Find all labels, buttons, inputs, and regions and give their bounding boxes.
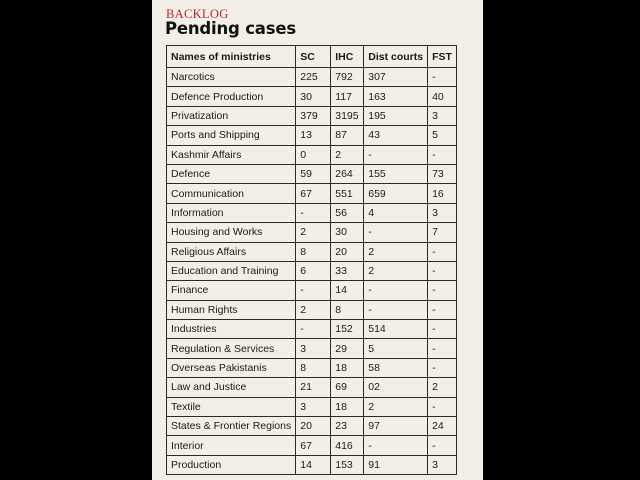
cell-ministry: Communication [167,184,296,203]
cell-ihc: 87 [331,126,364,145]
cell-fst: - [428,261,457,280]
cell-sc: 20 [296,417,331,436]
cell-ministry: Production [167,455,296,474]
cell-dist-courts: - [364,145,428,164]
cell-ministry: Regulation & Services [167,339,296,358]
table-row [167,164,457,183]
cell-sc: 13 [296,126,331,145]
table-row [167,106,457,125]
cell-ministry: Information [167,203,296,222]
cell-fst: 73 [428,164,457,183]
cell-dist-courts: - [364,300,428,319]
cell-ministry: Human Rights [167,300,296,319]
cell-ministry: Education and Training [167,261,296,280]
cell-sc: 2 [296,223,331,242]
cell-sc: 225 [296,68,331,87]
cell-ministry: Industries [167,320,296,339]
table-row [167,455,457,474]
header-dist-courts: Dist courts [364,46,428,68]
cell-ihc: 18 [331,358,364,377]
cell-sc: 3 [296,397,331,416]
cell-dist-courts: 97 [364,417,428,436]
cell-sc: 6 [296,261,331,280]
cell-ihc: 264 [331,164,364,183]
cell-ministry: Law and Justice [167,378,296,397]
cell-sc: 8 [296,242,331,261]
table-row [167,203,457,222]
cell-fst: 3 [428,106,457,125]
cell-ihc: 2 [331,145,364,164]
table-row [167,242,457,261]
cell-ihc: 551 [331,184,364,203]
table-row [167,281,457,300]
cell-dist-courts: 02 [364,378,428,397]
table-row [167,87,457,106]
cell-sc: 2 [296,300,331,319]
cell-sc: - [296,203,331,222]
table-row [167,300,457,319]
cell-ministry: Kashmir Affairs [167,145,296,164]
cell-sc: 14 [296,455,331,474]
cell-sc: - [296,281,331,300]
page-title: Pending cases [165,19,296,38]
cell-ministry: Religious Affairs [167,242,296,261]
cell-dist-courts: 195 [364,106,428,125]
cell-ihc: 69 [331,378,364,397]
table-row [167,184,457,203]
cell-ihc: 792 [331,68,364,87]
cell-ihc: 23 [331,417,364,436]
cell-dist-courts: 43 [364,126,428,145]
cell-dist-courts: 2 [364,261,428,280]
cell-dist-courts: 5 [364,339,428,358]
cell-fst: 40 [428,87,457,106]
cell-ministry: Finance [167,281,296,300]
cell-sc: 67 [296,436,331,455]
cell-sc: 3 [296,339,331,358]
pending-cases-table [166,45,457,475]
table-row [167,126,457,145]
cell-fst: - [428,242,457,261]
cell-ihc: 29 [331,339,364,358]
cell-dist-courts: 514 [364,320,428,339]
cell-ihc: 153 [331,455,364,474]
cell-fst: 5 [428,126,457,145]
cell-dist-courts: 659 [364,184,428,203]
cell-dist-courts: - [364,281,428,300]
table-row [167,358,457,377]
header-fst: FST [428,46,457,68]
cell-ministry: Narcotics [167,68,296,87]
table-row [167,378,457,397]
table-row [167,339,457,358]
cell-fst: - [428,320,457,339]
cell-ihc: 33 [331,261,364,280]
cell-fst: 16 [428,184,457,203]
cell-fst: - [428,358,457,377]
cell-dist-courts: 4 [364,203,428,222]
table-row [167,397,457,416]
cell-ministry: Interior [167,436,296,455]
header-sc: SC [296,46,331,68]
table-body [167,68,457,475]
table-row [167,417,457,436]
cell-ihc: 152 [331,320,364,339]
table-header-row [167,46,457,68]
cell-sc: 0 [296,145,331,164]
cell-ihc: 56 [331,203,364,222]
cell-fst: - [428,300,457,319]
cell-dist-courts: 307 [364,68,428,87]
cell-fst: - [428,281,457,300]
cell-ihc: 416 [331,436,364,455]
cell-ihc: 20 [331,242,364,261]
cell-sc: 67 [296,184,331,203]
cell-sc: 30 [296,87,331,106]
cell-ihc: 3195 [331,106,364,125]
cell-ministry: Overseas Pakistanis [167,358,296,377]
cell-sc: 59 [296,164,331,183]
cell-sc: 21 [296,378,331,397]
cell-ministry: Defence Production [167,87,296,106]
cell-ministry: Textile [167,397,296,416]
cell-dist-courts: - [364,223,428,242]
cell-fst: 7 [428,223,457,242]
cell-sc: - [296,320,331,339]
cell-sc: 379 [296,106,331,125]
cell-fst: - [428,68,457,87]
cell-fst: 24 [428,417,457,436]
table-row [167,145,457,164]
table-row [167,223,457,242]
cell-fst: - [428,436,457,455]
table-row [167,68,457,87]
cell-fst: 2 [428,378,457,397]
cell-dist-courts: 155 [364,164,428,183]
header-ihc: IHC [331,46,364,68]
cell-ministry: Ports and Shipping [167,126,296,145]
cell-dist-courts: 163 [364,87,428,106]
cell-fst: - [428,397,457,416]
cell-ihc: 14 [331,281,364,300]
table-row [167,436,457,455]
cell-ihc: 30 [331,223,364,242]
table-row [167,261,457,280]
cell-fst: - [428,339,457,358]
cell-ministry: Defence [167,164,296,183]
section-kicker: BACKLOG [166,7,229,21]
cell-sc: 8 [296,358,331,377]
cell-fst: 3 [428,203,457,222]
cell-dist-courts: 2 [364,242,428,261]
cell-ihc: 18 [331,397,364,416]
cell-fst: 3 [428,455,457,474]
cell-ministry: States & Frontier Regions [167,417,296,436]
article-panel [152,0,483,480]
cell-dist-courts: 58 [364,358,428,377]
cell-ministry: Privatization [167,106,296,125]
cell-dist-courts: 91 [364,455,428,474]
table-row [167,320,457,339]
header-ministry: Names of ministries [167,46,296,68]
cell-ihc: 8 [331,300,364,319]
cell-ihc: 117 [331,87,364,106]
cell-fst: - [428,145,457,164]
cell-dist-courts: 2 [364,397,428,416]
cell-dist-courts: - [364,436,428,455]
cell-ministry: Housing and Works [167,223,296,242]
